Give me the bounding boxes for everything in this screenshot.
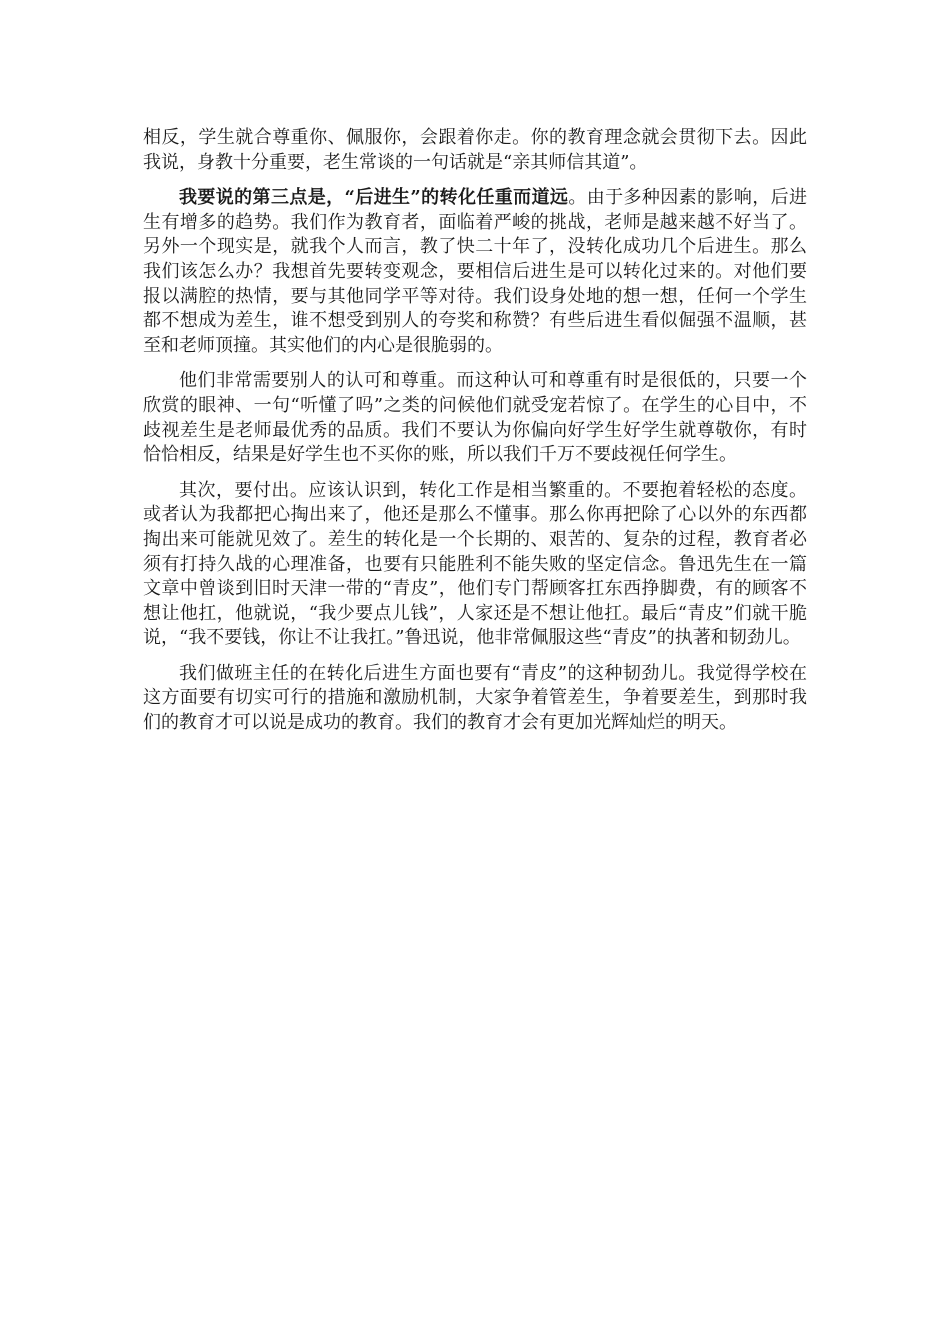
paragraph-text: 他们非常需要别人的认可和尊重。而这种认可和尊重有时是很低的，只要一个欣赏的眼神、一句“听懂了吗”之类的问候他们就受宠若惊了。在学生的心目中，不歧视差生是老师最优秀的品质。我们不要认为你偏向好学生好学生就尊敬你，有时恰恰相反，结果是好学生也不买你的账，所以我们千万不要歧视任何学生。 [143,370,807,466]
paragraph-text: 。由于多种因素的影响，后进生有增多的趋势。我们作为教育者，面临着严峻的挑战，老师是越来越不好当了。另外一个现实是，就我个人而言，教了快二十年了，没转化成功几个后进生。那么我们该怎么办？我想首先要转变观念，要相信后进生是可以转化过来的。对他们要报以满腔的热情，要与其他同学平等对待。我们设身处地的想一想，任何一个学生都不想成为差生，谁不想受到别人的夸奖和称赞？有些后进生看似倔强不温顺，甚至和老师顶撞。其实他们的内心是很脆弱的。 [143,187,807,356]
paragraph-4 [143,479,807,651]
paragraph-text: 其次，要付出。应该认识到，转化工作是相当繁重的。不要抱着轻松的态度。或者认为我都把心掏出来了，他还是那么不懂事。那么你再把除了心以外的东西都掏出来可能就见效了。差生的转化是一个长期的、艰苦的、复杂的过程，教育者必须有打持久战的心理准备，也要有只能胜利不能失败的坚定信念。鲁迅先生在一篇文章中曾谈到旧时天津一带的“青皮”，他们专门帮顾客扛东西挣脚费，有的顾客不想让他扛，他就说，“我少要点儿钱”，人家还是不想让他扛。最后“青皮”们就干脆说，“我不要钱，你让不让我扛。”鲁迅说，他非常佩服这些“青皮”的执著和韧劲儿。 [143,479,807,649]
paragraph-3 [143,369,807,467]
paragraph-text: 我们做班主任的在转化后进生方面也要有“青皮”的这种韧劲儿。我觉得学校在这方面要有切实可行的措施和激励机制，大家争着管差生，争着要差生，到那时我们的教育才可以说是成功的教育。我们的教育才会有更加光辉灿烂的明天。 [143,662,807,734]
paragraph-5 [143,662,807,736]
document-page [143,126,807,747]
paragraph-1 [143,126,807,175]
paragraph-text: 相反，学生就合尊重你、佩服你，会跟着你走。你的教育理念就会贯彻下去。因此我说，身教十分重要，老生常谈的一句话就是“亲其师信其道”。 [143,127,807,173]
paragraph-heading: 我要说的第三点是，“后进生”的转化任重而道远 [179,187,569,209]
paragraph-2 [143,186,807,358]
